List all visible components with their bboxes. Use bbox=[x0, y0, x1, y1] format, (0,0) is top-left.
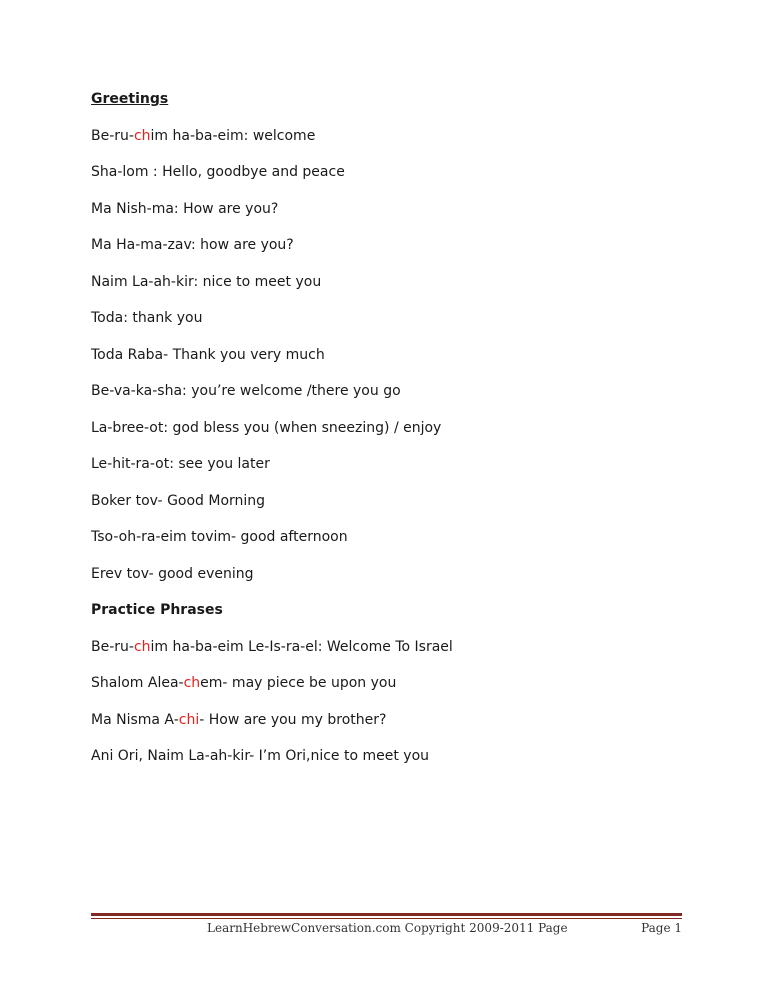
greeting-line-erev-tov: Erev tov- good evening bbox=[91, 565, 254, 582]
practice-line-welcome-israel bbox=[91, 638, 711, 656]
greeting-line-shalom: Sha-lom : Hello, goodbye and peace bbox=[91, 164, 345, 180]
greeting-line-labriot: La-bree-ot: god bless you (when sneezing) / enjoy bbox=[91, 419, 442, 436]
highlighted-sound: ch bbox=[183, 675, 201, 691]
text-part: im ha-ba-eim: welcome bbox=[150, 127, 316, 144]
text-part: em- may piece be upon you bbox=[200, 675, 397, 691]
greeting-line-tsohoraim: Tso-oh-ra-eim tovim- good afternoon bbox=[91, 529, 348, 545]
practice-line-ani-ori: Ani Ori, Naim La-ah-kir- I’m Ori,nice to meet you bbox=[91, 748, 430, 764]
greeting-line-toda-raba: Toda Raba- Thank you very much bbox=[91, 346, 325, 363]
practice-heading: Practice Phrases bbox=[91, 602, 223, 618]
greeting-line-naim: Naim La-ah-kir: nice to meet you bbox=[91, 273, 322, 290]
greeting-line-ma-nishma: Ma Nish-ma: How are you? bbox=[91, 200, 279, 217]
highlighted-sound: ch bbox=[133, 638, 151, 655]
text-part: Be-ru- bbox=[91, 127, 134, 144]
text-part: - How are you my brother? bbox=[199, 711, 387, 728]
footer-rule-thin bbox=[91, 918, 682, 919]
highlighted-sound: ch bbox=[133, 127, 151, 144]
document-body bbox=[91, 90, 711, 784]
text-part: Be-ru- bbox=[91, 638, 134, 655]
text-part: Ma Nisma A- bbox=[91, 711, 179, 728]
greeting-line-toda: Toda: thank you bbox=[91, 310, 203, 326]
practice-line-ma-nisma-achi bbox=[91, 711, 711, 729]
practice-line-shalom-aleachem bbox=[91, 674, 711, 692]
highlighted-sound: chi bbox=[178, 711, 200, 728]
footer-rule-thick bbox=[91, 913, 682, 916]
footer-page-number: Page 1 bbox=[641, 921, 682, 935]
greeting-line-boker-tov: Boker tov- Good Morning bbox=[91, 492, 266, 509]
greetings-heading: Greetings bbox=[91, 91, 169, 107]
footer-copyright: LearnHebrewConversation.com Copyright 2009-2011 Page bbox=[207, 921, 568, 935]
text-part: im ha-ba-eim Le-Is-ra-el: Welcome To Israel bbox=[150, 638, 453, 655]
greeting-line-ma-hamazav: Ma Ha-ma-zav: how are you? bbox=[91, 237, 294, 253]
text-part: Shalom Alea- bbox=[91, 675, 184, 691]
greeting-line-lehitraot: Le-hit-ra-ot: see you later bbox=[91, 456, 270, 472]
greeting-line-welcome bbox=[91, 127, 711, 145]
greeting-line-bevakasha: Be-va-ka-sha: you’re welcome /there you go bbox=[91, 383, 401, 399]
